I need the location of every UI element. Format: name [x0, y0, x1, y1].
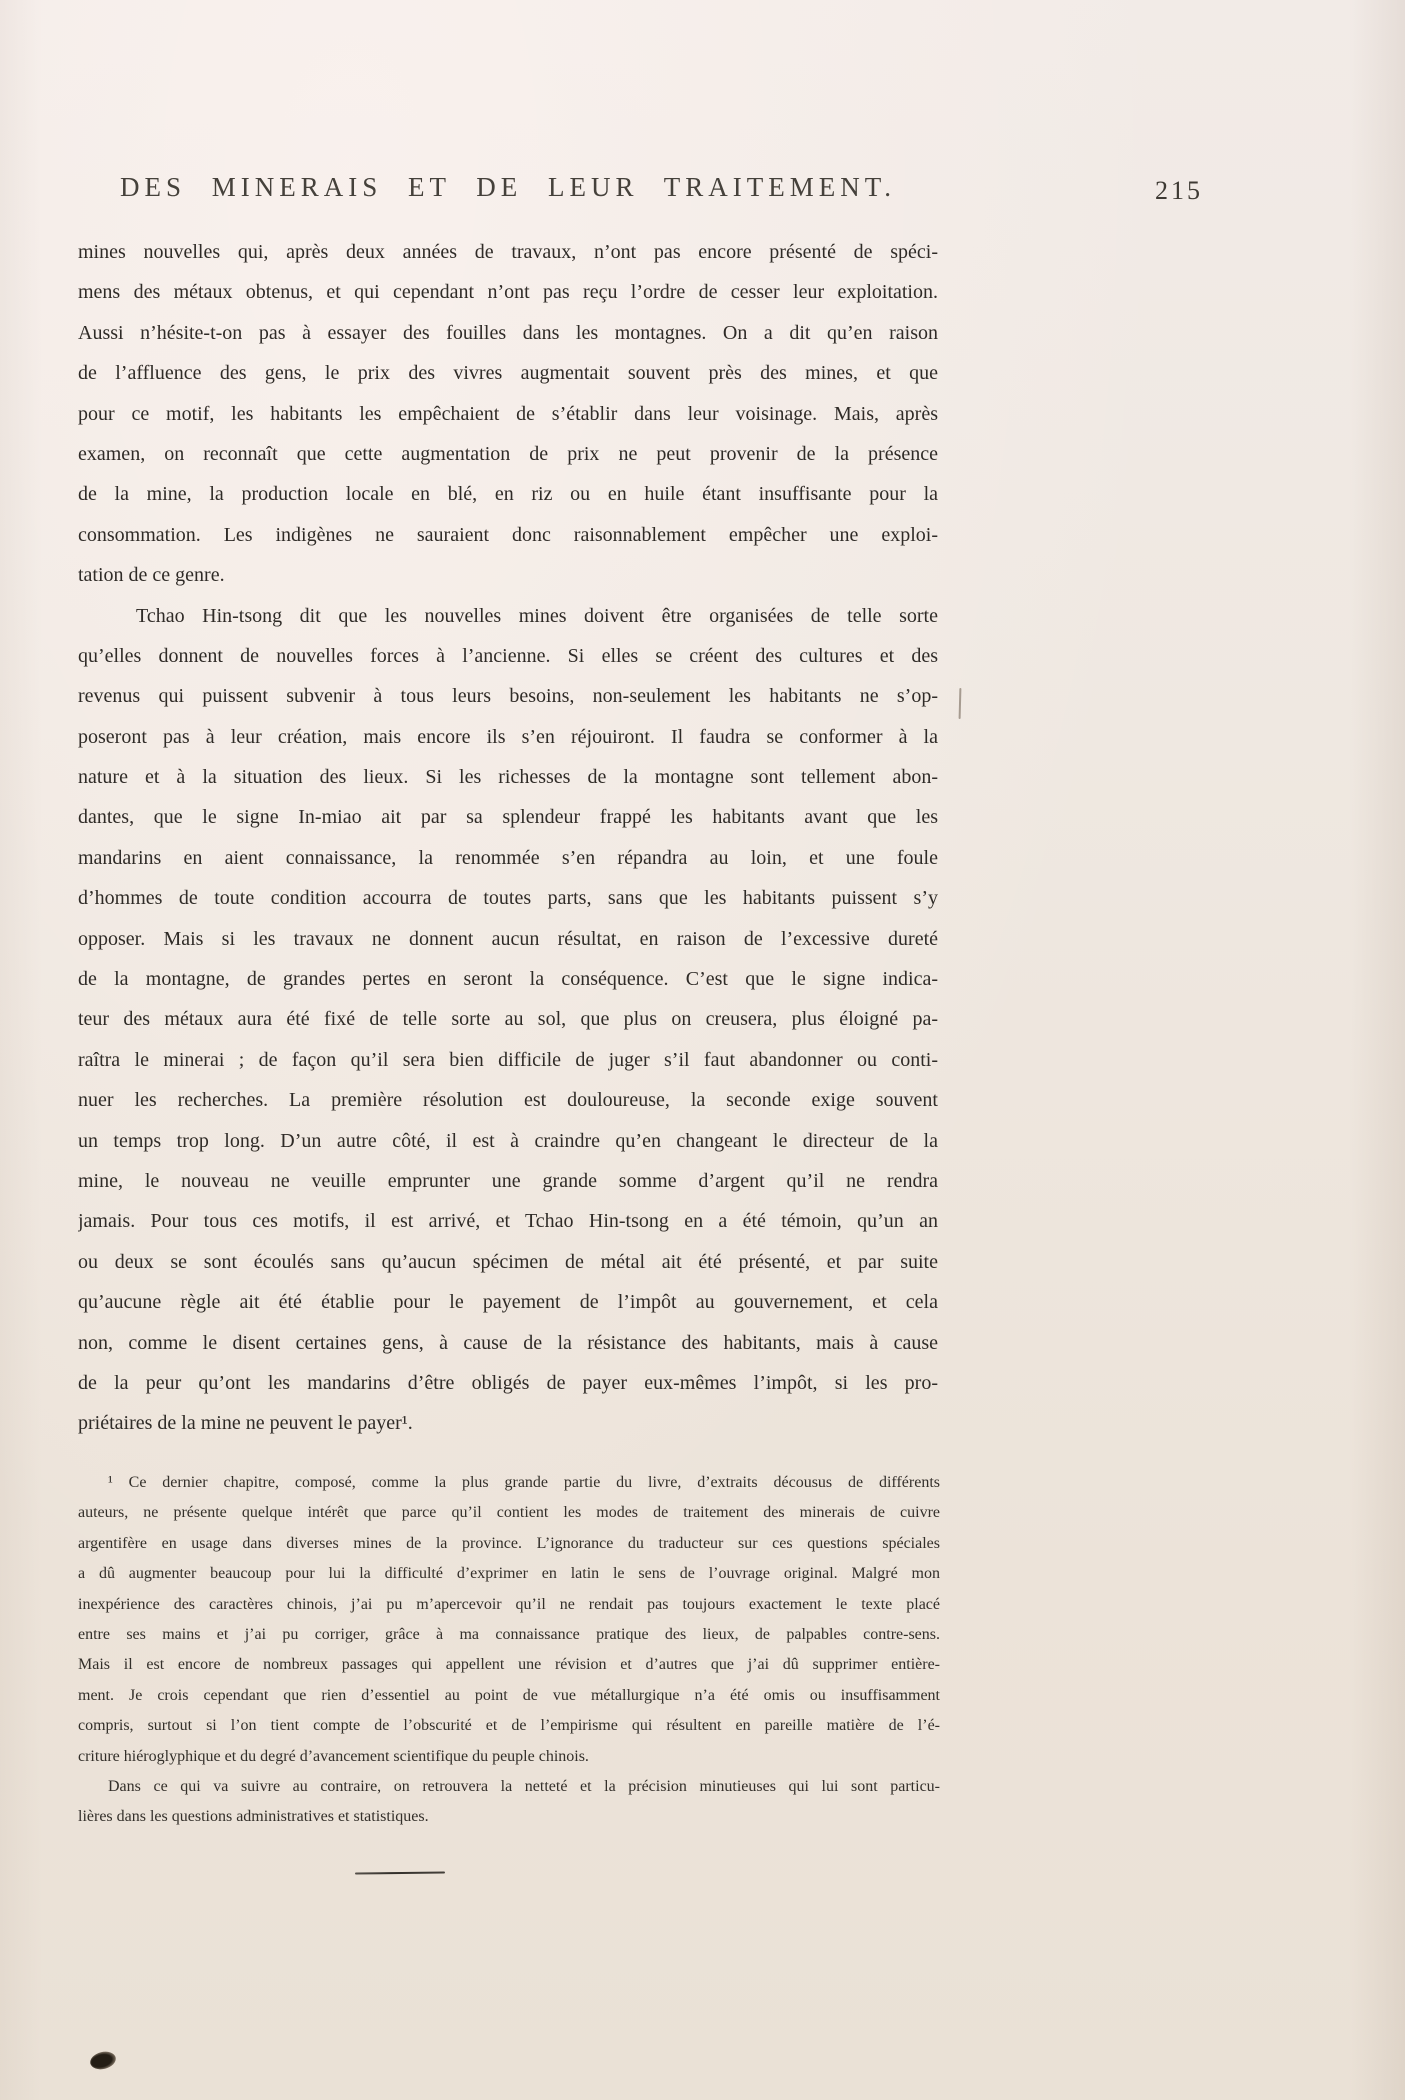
text-line: dantes, que le signe In-miao ait par sa splendeur frappé les habitants avant que les	[78, 806, 938, 829]
paragraph	[78, 232, 938, 596]
text-line: argentifère en usage dans diverses mines de la province. L’ignorance du traducteur sur ces questions spéciales	[78, 1534, 940, 1552]
text-line: inexpérience des caractères chinois, j’ai pu m’apercevoir qu’il ne rendait pas toujours exactement le texte placé	[78, 1595, 940, 1613]
text-line: non, comme le disent certaines gens, à cause de la résistance des habitants, mais à cause	[78, 1331, 938, 1354]
running-head-title: DES MINERAIS ET DE LEUR TRAITEMENT.	[120, 172, 896, 202]
text-line: Tchao Hin-tsong dit que les nouvelles mines doivent être organisées de telle sorte	[136, 604, 938, 627]
paragraph	[78, 1772, 940, 1833]
text-line: de la montagne, de grandes pertes en seront la conséquence. C’est que le signe indica-	[78, 968, 938, 991]
footnote-text	[78, 1468, 940, 1833]
text-line: de la peur qu’ont les mandarins d’être obligés de payer eux-mêmes l’impôt, si les pro-	[78, 1371, 938, 1394]
text-line: de l’affluence des gens, le prix des vivres augmentait souvent près des mines, et que	[78, 362, 938, 385]
text-line: Mais il est encore de nombreux passages qui appellent une révision et d’autres que j’ai dû supprimer entière-	[78, 1656, 940, 1674]
text-line: priétaires de la mine ne peuvent le payer¹.	[78, 1412, 413, 1435]
paragraph	[78, 1468, 940, 1772]
text-line: mens des métaux obtenus, et qui cependant n’ont pas reçu l’ordre de cesser leur exploitation.	[78, 281, 938, 304]
text-line: ¹ Ce dernier chapitre, composé, comme la plus grande partie du livre, d’extraits décousus de différents	[108, 1474, 940, 1491]
text-line: jamais. Pour tous ces motifs, il est arrivé, et Tchao Hin-tsong en a été témoin, qu’un an	[78, 1210, 938, 1233]
text-line: ou deux se sont écoulés sans qu’aucun spécimen de métal ait été présenté, et par suite	[78, 1250, 938, 1273]
text-line: lières dans les questions administratives et statistiques.	[78, 1808, 429, 1826]
text-line: criture hiéroglyphique et du degré d’avancement scientifique du peuple chinois.	[78, 1747, 589, 1765]
text-line: pour ce motif, les habitants les empêchaient de s’établir dans leur voisinage. Mais, après	[78, 402, 938, 425]
page-crease-mark	[959, 688, 962, 719]
text-line: revenus qui puissent subvenir à tous leurs besoins, non-seulement les habitants ne s’op-	[78, 685, 938, 708]
ink-blot-mark	[88, 2049, 117, 2072]
main-text	[78, 232, 938, 1444]
text-line: examen, on reconnaît que cette augmentation de prix ne peut provenir de la présence	[78, 442, 938, 465]
section-divider-rule	[355, 1872, 445, 1875]
text-line: consommation. Les indigènes ne sauraient donc raisonnablement empêcher une exploi-	[78, 523, 938, 546]
text-line: nature et à la situation des lieux. Si les richesses de la montagne sont tellement abon-	[78, 766, 938, 789]
paragraph	[78, 596, 938, 1444]
text-line: mandarins en aient connaissance, la renommée s’en répandra au loin, et une foule	[78, 846, 938, 869]
page-number: 215	[1155, 176, 1203, 205]
text-line: d’hommes de toute condition accourra de toutes parts, sans que les habitants puissent s’y	[78, 887, 938, 910]
text-line: Dans ce qui va suivre au contraire, on retrouvera la netteté et la précision minutieuses qui lui sont particu-	[108, 1777, 940, 1795]
text-line: Aussi n’hésite-t-on pas à essayer des fouilles dans les montagnes. On a dit qu’en raison	[78, 321, 938, 344]
text-line: nuer les recherches. La première résolution est douloureuse, la seconde exige souvent	[78, 1089, 938, 1112]
text-line: compris, surtout si l’on tient compte de l’obscurité et de l’empirisme qui résultent en pareille matière de l’é-	[78, 1717, 940, 1735]
text-line: qu’aucune règle ait été établie pour le payement de l’impôt au gouvernement, et cela	[78, 1291, 938, 1314]
text-line: auteurs, ne présente quelque intérêt que parce qu’il contient les modes de traitement des minerais de cuivre	[78, 1504, 940, 1522]
text-line: de la mine, la production locale en blé, en riz ou en huile étant insuffisante pour la	[78, 483, 938, 506]
text-line: ment. Je crois cependant que rien d’essentiel au point de vue métallurgique n’a été omis ou insuffisamment	[78, 1686, 940, 1704]
text-line: a dû augmenter beaucoup pour lui la difficulté d’exprimer en latin le sens de l’ouvrage original. Malgré mon	[78, 1565, 940, 1583]
text-line: mines nouvelles qui, après deux années de travaux, n’ont pas encore présenté de spéci-	[78, 241, 938, 263]
text-line: poseront pas à leur création, mais encore ils s’en réjouiront. Il faudra se conformer à la	[78, 725, 938, 748]
text-line: teur des métaux aura été fixé de telle sorte au sol, que plus on creusera, plus éloigné pa-	[78, 1008, 938, 1031]
text-line: entre ses mains et j’ai pu corriger, grâce à ma connaissance pratique des lieux, de palpables contre-sens.	[78, 1625, 940, 1643]
text-line: opposer. Mais si les travaux ne donnent aucun résultat, en raison de l’excessive dureté	[78, 927, 938, 950]
text-line: raîtra le minerai ; de façon qu’il sera bien difficile de juger s’il faut abandonner ou conti-	[78, 1048, 938, 1071]
text-line: qu’elles donnent de nouvelles forces à l’ancienne. Si elles se créent des cultures et des	[78, 644, 938, 667]
text-line: un temps trop long. D’un autre côté, il est à craindre qu’en changeant le directeur de la	[78, 1129, 938, 1152]
text-line: mine, le nouveau ne veuille emprunter une grande somme d’argent qu’il ne rendra	[78, 1169, 938, 1192]
text-line: tation de ce genre.	[78, 564, 225, 587]
